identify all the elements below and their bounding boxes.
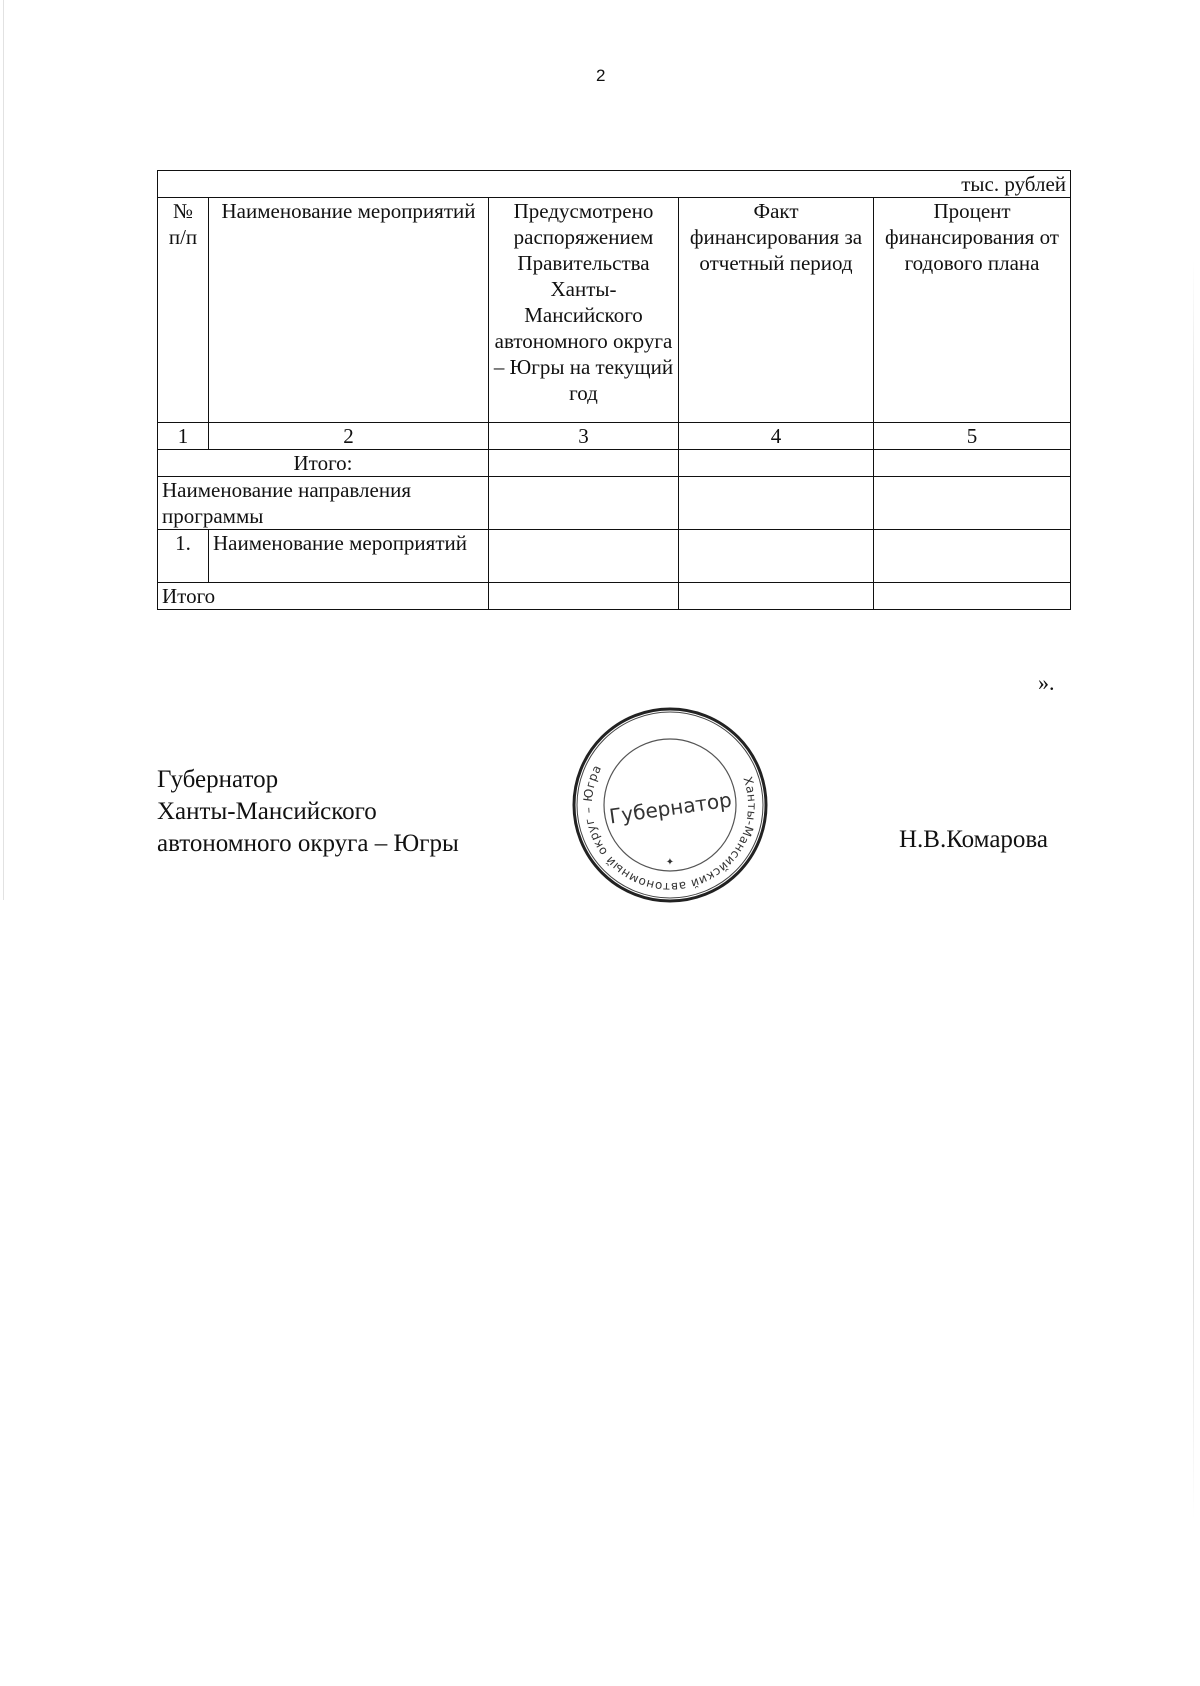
- direction-row: [158, 477, 1071, 530]
- empty-cell: [679, 450, 874, 477]
- header-percent: Процент финансирования от годового плана: [874, 198, 1071, 423]
- subtotal-label: Итого:: [158, 450, 489, 477]
- column-number: 4: [679, 423, 874, 450]
- empty-cell: [874, 530, 1071, 583]
- empty-cell: [679, 477, 874, 530]
- empty-cell: [874, 450, 1071, 477]
- financing-table: [157, 170, 1071, 610]
- scan-edge-left: [3, 0, 4, 900]
- total-label: Итого: [158, 583, 489, 610]
- header-row: [158, 198, 1071, 423]
- empty-cell: [489, 477, 679, 530]
- item-name: Наименование мероприятий: [209, 530, 489, 583]
- seal-star-icon: ✦: [665, 857, 675, 868]
- signer-title-line: Ханты-Мансийского: [157, 798, 377, 825]
- direction-label: Наименование направления программы: [158, 477, 489, 530]
- signer-title: [157, 764, 459, 860]
- header-actual: Факт финансирования за отчетный период: [679, 198, 874, 423]
- empty-cell: [489, 530, 679, 583]
- item-number: 1.: [158, 530, 209, 583]
- scan-edge-right: [1193, 260, 1194, 1520]
- closing-quote: ».: [1038, 670, 1055, 695]
- header-number: № п/п: [158, 198, 209, 423]
- unit-label: тыс. рублей: [158, 171, 1071, 198]
- official-seal: [570, 705, 770, 905]
- column-number: 5: [874, 423, 1071, 450]
- column-number-row: [158, 423, 1071, 450]
- empty-cell: [874, 477, 1071, 530]
- seal-center-text: Губернатор: [607, 787, 734, 829]
- signer-name: Н.В.Комарова: [899, 826, 1048, 853]
- header-planned: Предусмотрено распоряжением Правительства Ханты-Мансийского автономного округа – Югры на текущий год: [489, 198, 679, 423]
- signer-title-line: Губернатор: [157, 766, 279, 793]
- page-number: 2: [596, 66, 606, 85]
- empty-cell: [679, 583, 874, 610]
- empty-cell: [679, 530, 874, 583]
- subtotal-row: [158, 450, 1071, 477]
- empty-cell: [489, 583, 679, 610]
- signer-title-line: автономного округа – Югры: [157, 830, 459, 857]
- header-name: Наименование мероприятий: [209, 198, 489, 423]
- unit-row: [158, 171, 1071, 198]
- column-number: 2: [209, 423, 489, 450]
- column-number: 3: [489, 423, 679, 450]
- seal-ring-text: Ханты-Мансийский автономный округ – Югра: [580, 762, 760, 895]
- column-number: 1: [158, 423, 209, 450]
- empty-cell: [874, 583, 1071, 610]
- total-row: [158, 583, 1071, 610]
- empty-cell: [489, 450, 679, 477]
- item-row: [158, 530, 1071, 583]
